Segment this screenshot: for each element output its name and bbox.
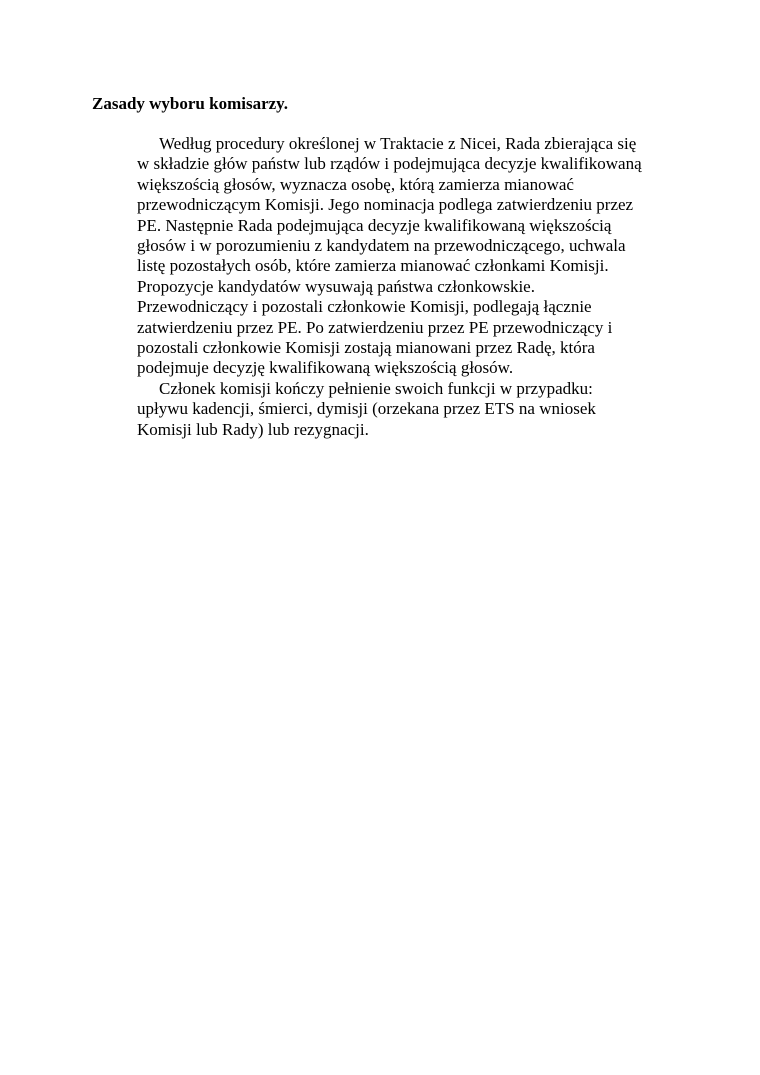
- text-line: zatwierdzeniu przez PE. Po zatwierdzeniu przez PE przewodniczący i: [137, 317, 613, 337]
- section-heading: Zasady wyboru komisarzy.: [92, 94, 288, 113]
- text-line: upływu kadencji, śmierci, dymisji (orzekana przez ETS na wniosek: [137, 399, 596, 419]
- text-line: Według procedury określonej w Traktacie z Nicei, Rada zbierająca się: [159, 134, 637, 153]
- text-line: w składzie głów państw lub rządów i podejmująca decyzje kwalifikowaną: [137, 154, 642, 174]
- text-line: głosów i w porozumieniu z kandydatem na przewodniczącego, uchwala: [137, 236, 626, 256]
- text-line: Propozycje kandydatów wysuwają państwa członkowskie.: [137, 276, 535, 296]
- text-line: listę pozostałych osób, które zamierza mianować członkami Komisji.: [137, 256, 609, 276]
- text-line: większością głosów, wyznacza osobę, którą zamierza mianować: [137, 174, 574, 194]
- paragraph-1: [137, 134, 677, 379]
- text-line: Przewodniczący i pozostali członkowie Komisji, podlegają łącznie: [137, 297, 592, 317]
- text-line: Członek komisji kończy pełnienie swoich funkcji w przypadku:: [159, 378, 593, 398]
- text-line: pozostali członkowie Komisji zostają mianowani przez Radę, która: [137, 338, 595, 358]
- body-text: [137, 134, 677, 440]
- text-line: PE. Następnie Rada podejmująca decyzje kwalifikowaną większością: [137, 215, 612, 235]
- paragraph-2: [137, 379, 677, 440]
- text-line: Komisji lub Rady) lub rezygnacji.: [137, 419, 369, 439]
- text-line: podejmuje decyzję kwalifikowaną większością głosów.: [137, 358, 514, 378]
- text-line: przewodniczącym Komisji. Jego nominacja podlega zatwierdzeniu przez: [137, 195, 634, 215]
